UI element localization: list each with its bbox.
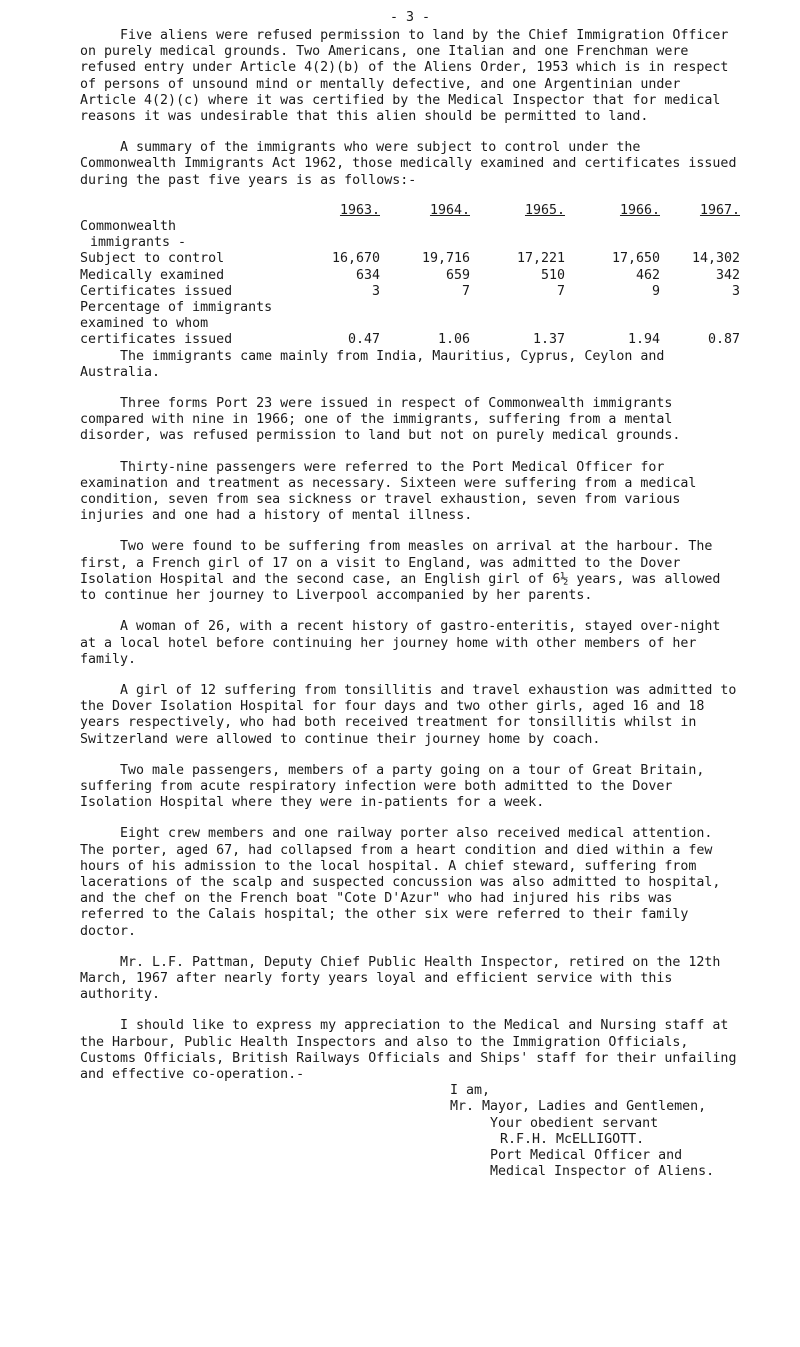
table-cell: 510	[540, 267, 565, 283]
year-header: 1967.	[699, 202, 740, 218]
paragraph-woman: A woman of 26, with a recent history of gastro-enteritis, stayed over-night at a local hotel before continuing her journey home with other members of her family.	[80, 619, 721, 667]
immigrants-statistics-table	[80, 203, 740, 349]
table-cell: 17,221	[516, 251, 565, 267]
table-section-label-row	[80, 235, 740, 251]
paragraph-male-passengers: Two male passengers, members of a party going on a tour of Great Britain, suffering from acute respiratory infection were both admitted to the Dover Isolation Hospital where they were in-patients for a week.	[80, 762, 705, 811]
table-cell: 9	[651, 283, 660, 299]
signatory-title-2: Medical Inspector of Aliens.	[490, 1164, 715, 1180]
table-cell: 342	[715, 267, 740, 283]
paragraph-forms: Three forms Port 23 were issued in respect of Commonwealth immigrants compared with nine in 1966; one of the immigrants, suffering from a mental disorder, was refused permission to land but not on purely medical grounds.	[80, 396, 681, 444]
table-cell: 659	[445, 267, 470, 283]
row-label: Certificates issued	[80, 283, 233, 299]
year-header: 1966.	[619, 202, 660, 218]
section-label: immigrants -	[90, 235, 187, 251]
table-cell: 0.87	[707, 332, 740, 348]
table-cell: 16,670	[331, 251, 380, 267]
table-row	[80, 332, 740, 348]
paragraph-summary-intro: A summary of the immigrants who were subject to control under the Commonwealth Immigrants Act 1962, those medically examined and certificates issued during the past five years is as follows:-	[80, 140, 737, 188]
table-row	[80, 251, 740, 267]
paragraph-origin: The immigrants came mainly from India, Mauritius, Cyprus, Ceylon and Australia.	[80, 348, 665, 380]
row-label: Percentage of immigrants	[80, 300, 273, 316]
sign-off-salutation: Mr. Mayor, Ladies and Gentlemen,	[450, 1099, 707, 1115]
table-section-label-row	[80, 316, 740, 332]
paragraph-measles: Two were found to be suffering from measles on arrival at the harbour. The first, a French girl of 17 on a visit to England, was admitted to the Dover Isolation Hospital and the second case, an English girl of 6½ years, was allowed to continue her journey to Liverpool accompanied by her parents.	[80, 539, 721, 604]
table-cell: 17,650	[611, 251, 660, 267]
table-cell: 7	[461, 283, 470, 299]
table-cell: 1.37	[532, 332, 565, 348]
paragraph-crew: Eight crew members and one railway porter also received medical attention. The porter, aged 67, had collapsed from a heart condition and died within a few hours of his admission to the local hospital. A chief steward, suffering from lacerations of the scalp and suspected concussion was also admitted to hospital, and the chef on the French boat "Cote D'Azur" who had injured his ribs was referred to the Calais hospital; the other six were referred to their family doctor.	[80, 826, 721, 939]
table-cell: 462	[635, 267, 660, 283]
table-header-row	[80, 203, 740, 219]
signatory-title-1: Port Medical Officer and	[490, 1147, 683, 1163]
row-label: certificates issued	[80, 332, 233, 348]
table-section-label-row	[80, 300, 740, 316]
paragraph-tonsillitis: A girl of 12 suffering from tonsillitis and travel exhaustion was admitted to the Dover Isolation Hospital for four days and two other girls, aged 16 and 18 years respectively, who had both received treatment for tonsillitis whilst in Switzerland were allowed to continue their journey home by coach.	[80, 682, 737, 747]
year-header: 1963.	[339, 202, 380, 218]
table-cell: 1.06	[437, 332, 470, 348]
row-label: Medically examined	[80, 267, 225, 283]
row-label: Subject to control	[80, 251, 225, 267]
paragraph-pattman: Mr. L.F. Pattman, Deputy Chief Public Health Inspector, retired on the 12th March, 1967 after nearly forty years loyal and efficient service with this authority.	[80, 954, 721, 1003]
table-row	[80, 268, 740, 284]
table-cell: 3	[731, 283, 740, 299]
table-cell: 14,302	[691, 251, 740, 267]
year-header: 1965.	[524, 202, 565, 218]
table-cell: 7	[556, 283, 565, 299]
signatory-name: R.F.H. McELLIGOTT.	[500, 1131, 645, 1147]
table-cell: 19,716	[421, 251, 470, 267]
page-number: - 3 -	[389, 10, 431, 25]
sign-off-closing: Your obedient servant	[490, 1115, 659, 1131]
table-cell: 634	[355, 267, 380, 283]
paragraph-thanks: I should like to express my appreciation to the Medical and Nursing staff at the Harbour, Public Health Inspectors and also to the Immigration Officials, Customs Officials, British Railways Officials and Ships' staff for their unfailing and effective co-operation.-	[80, 1018, 737, 1082]
table-section-label-row	[80, 219, 740, 235]
section-label: Commonwealth	[80, 219, 177, 235]
year-header: 1964.	[429, 202, 470, 218]
paragraph-referred: Thirty-nine passengers were referred to the Port Medical Officer for examination and treatment as necessary. Sixteen were suffering from a medical condition, seven from sea sickness or travel exhaustion, seven from various injuries and one had a history of mental illness.	[80, 459, 697, 524]
table-cell: 1.94	[627, 332, 660, 348]
table-cell: 3	[371, 283, 380, 299]
table-cell: 0.47	[347, 332, 380, 348]
sign-off-i-am: I am,	[450, 1083, 491, 1099]
table-row	[80, 284, 740, 300]
paragraph-aliens-refused: Five aliens were refused permission to land by the Chief Immigration Officer on purely medical grounds. Two Americans, one Italian and one Frenchman were refused entry under Article 4(2)(b) of the Aliens Order, 1953 which is in respect of persons of unsound mind or mentally defective, and one Argentinian under Article 4(2)(c) where it was certified by the Medical Inspector that for medical reasons it was undesirable that this alien should be permitted to land.	[80, 28, 729, 125]
row-label: examined to whom	[80, 316, 209, 332]
